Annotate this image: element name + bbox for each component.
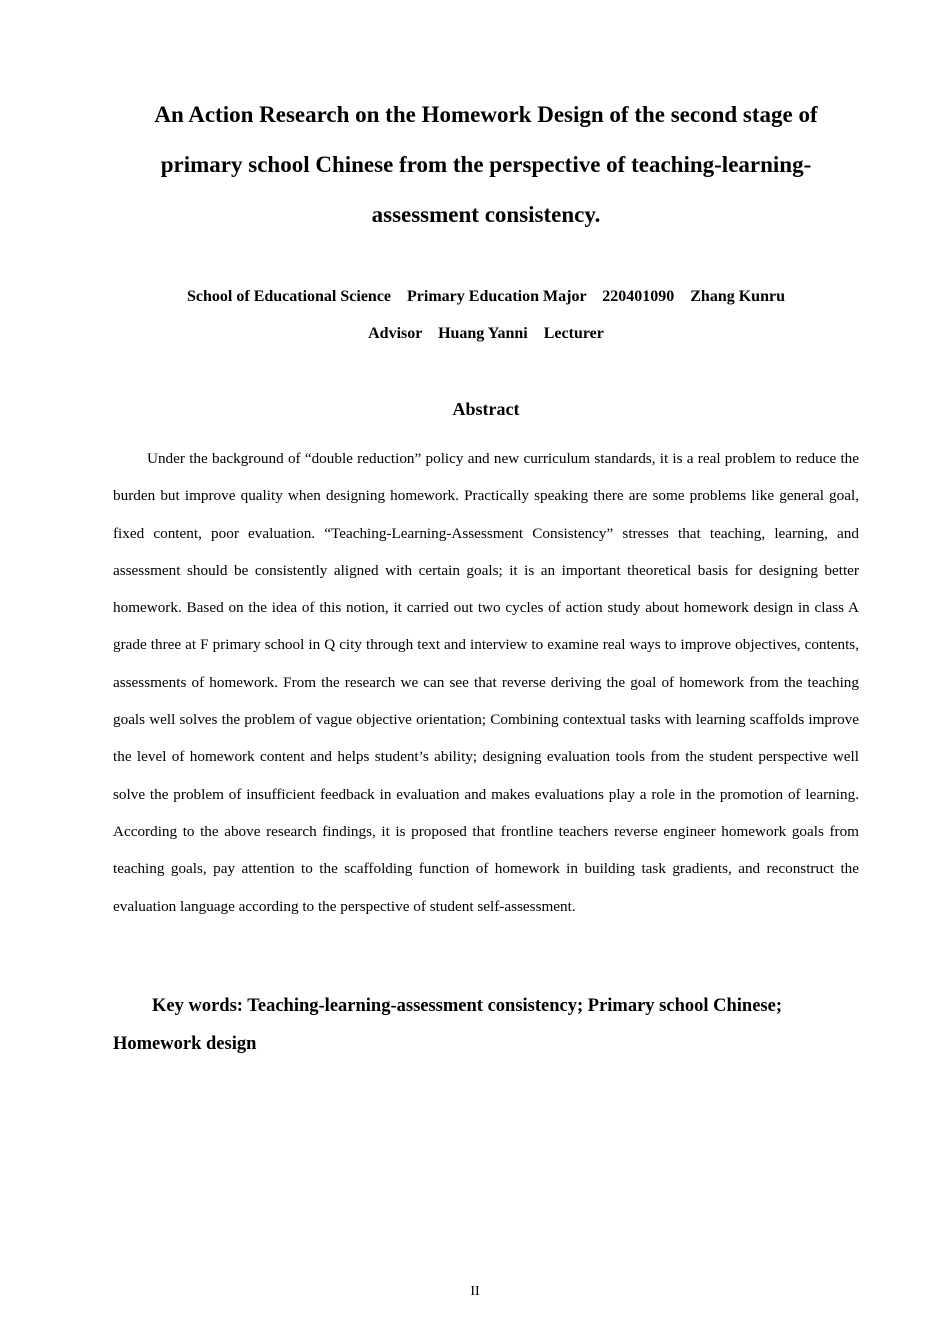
paper-title <box>113 90 859 240</box>
title-line-3: assessment consistency. <box>371 202 601 227</box>
advisor-line: Advisor Huang Yanni Lecturer <box>368 325 604 342</box>
title-line-2: primary school Chinese from the perspective of teaching-learning- <box>160 152 812 177</box>
title-line-1: An Action Research on the Homework Design of the second stage of <box>154 102 818 127</box>
page-number: II <box>470 1284 480 1299</box>
keywords: Key words: Teaching-learning-assessment consistency; Primary school Chinese; Homework design <box>113 996 782 1054</box>
abstract-heading: Abstract <box>452 399 520 419</box>
author-school-line: School of Educational Science Primary Education Major 220401090 Zhang Kunru <box>187 288 785 305</box>
abstract-body: Under the background of “double reduction” policy and new curriculum standards, it is a real problem to reduce the burden but improve quality when designing homework. Practically speaking there are some problems like general goal, fixed content, poor evaluation. “Teaching-Learning-Assessment Consistency” stresses that teaching, learning, and assessment should be consistently aligned with certain goals; it is an important theoretical basis for designing better homework. Based on the idea of this notion, it carried out two cycles of action study about homework design in class A grade three at F primary school in Q city through text and interview to examine real ways to improve objectives, contents, assessments of homework. From the research we can see that reverse deriving the goal of homework from the teaching goals well solves the problem of vague objective orientation; Combining contextual tasks with learning scaffolds improve the level of homework content and helps student’s ability; designing evaluation tools from the student perspective well solve the problem of insufficient feedback in evaluation and makes evaluations play a role in the promotion of learning. According to the above research findings, it is proposed that frontline teachers reverse engineer homework goals from teaching goals, pay attention to the scaffolding function of homework in building task gradients, and reconstruct the evaluation language according to the perspective of student self-assessment. <box>113 450 859 915</box>
